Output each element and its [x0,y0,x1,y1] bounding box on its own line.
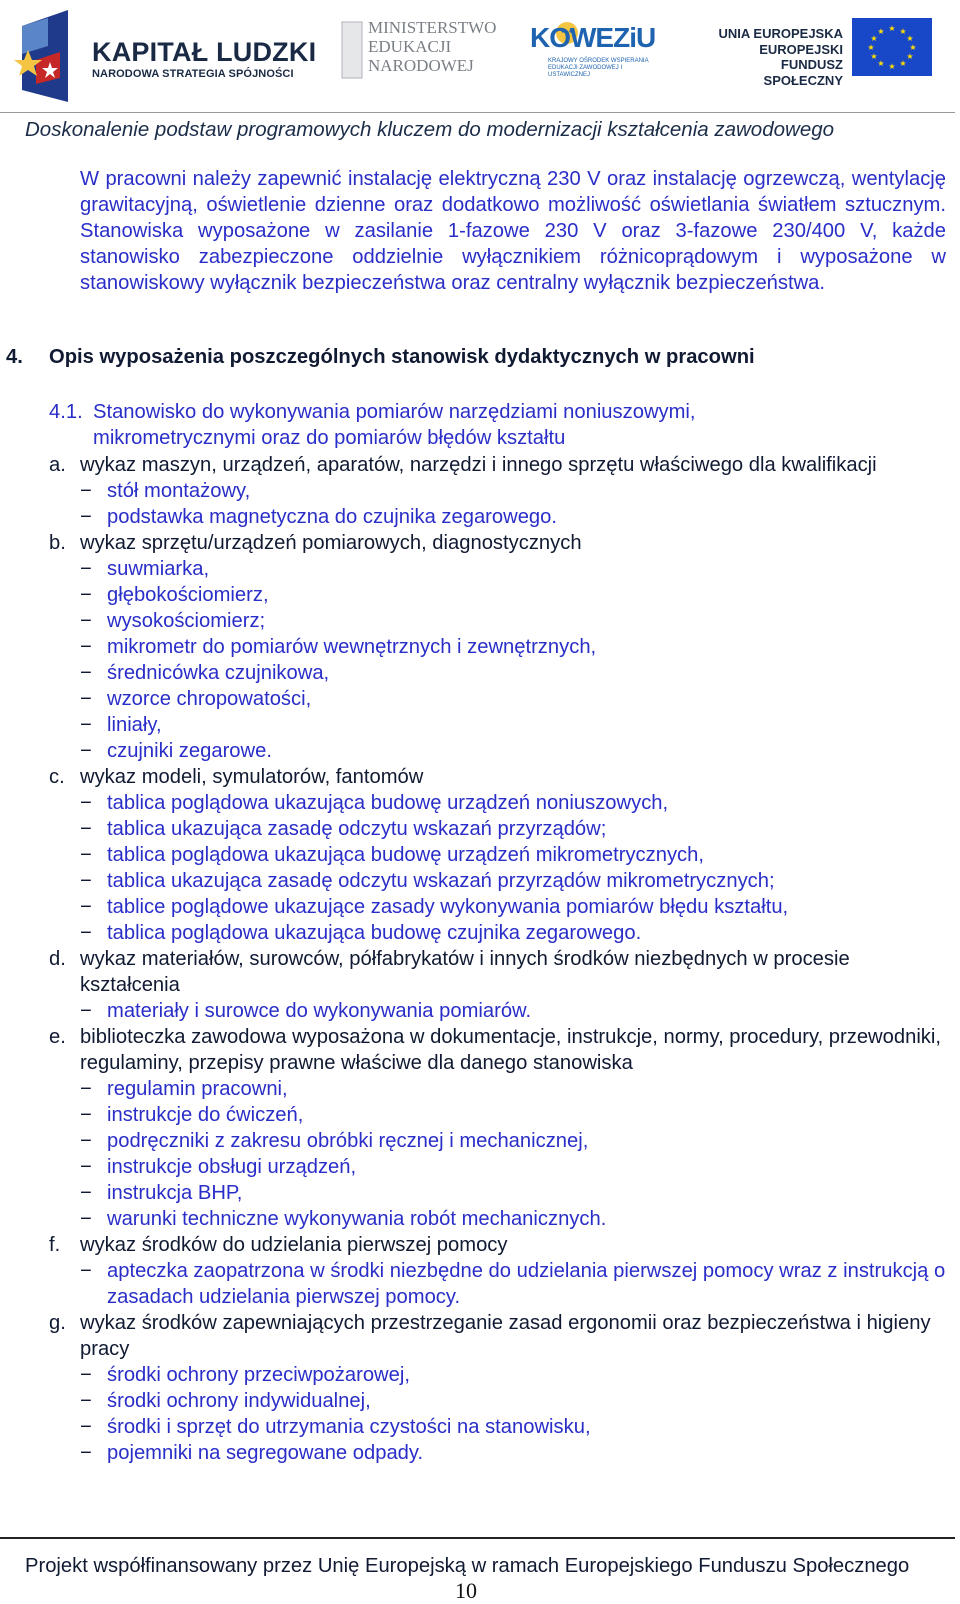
list-item [49,1414,949,1440]
list-item [49,478,949,504]
list-item [49,868,949,894]
dash-bullet: − [80,1000,92,1022]
list-item [49,920,949,946]
list-item-text: czujniki zegarowe. [107,740,272,762]
dash-bullet: − [80,1182,92,1204]
koweziu-logo [530,22,655,54]
dash-bullet: − [80,1078,92,1100]
koweziu-subtitle [548,58,658,79]
item-list [49,478,949,530]
section-d [49,946,949,1024]
page-number: 10 [455,1578,477,1603]
dash-bullet: − [80,1442,92,1464]
list-item-text: wysokościomierz; [107,610,266,632]
koweziu-sub-line-2: EDUKACJI ZAWODOWEJ I USTAWICZNEJ [548,65,623,78]
list-item-text: regulamin pracowni, [107,1078,288,1100]
dash-bullet: − [80,870,92,892]
dash-bullet: − [80,1208,92,1230]
dash-bullet: − [80,1416,92,1438]
svg-text:★: ★ [870,34,878,43]
list-item-text: środki i sprzęt do utrzymania czystości na stanowisku, [107,1416,591,1438]
kapital-ludzki-logo-icon [6,6,90,102]
eu-logo-text [708,26,843,88]
section-c [49,764,949,946]
intro-paragraph: W pracowni należy zapewnić instalację elektryczną 230 V oraz instalację ogrzewczą, wentylację grawitacyjną, oświetlenie dzienne oraz dodatkowo możliwość oświetlania światłem sztucznym. Stanowiska wyposażone w zasilanie 1-fazowe 230 V oraz 3-fazowe 230/400 V, każde stanowisko zabezpieczone oddzielnie wyłącznikiem różnicoprądowym i wyposażone w stanowiskowy wyłącznik bezpieczeństwa oraz centralny wyłącznik bezpieczeństwa. [80,168,946,294]
section-title-text: wykaz środków do udzielania pierwszej pomocy [80,1234,508,1256]
section-letter: c. [49,766,65,788]
header-divider [0,112,955,113]
kapital-ludzki-subtitle: NARODOWA STRATEGIA SPÓJNOŚCI [92,68,294,80]
section-title [49,1310,949,1362]
list-item-text: mikrometr do pomiarów wewnętrznych i zewnętrznych, [107,636,597,658]
list-item [49,1258,949,1310]
kapital-ludzki-title: KAPITAŁ LUDZKI [92,37,317,67]
section-title [49,1232,949,1258]
eu-line-1: UNIA EUROPEJSKA [718,26,843,41]
list-item [49,1180,949,1206]
footer-divider [0,1537,955,1539]
svg-text:★: ★ [888,62,896,71]
svg-text:★: ★ [899,27,907,36]
list-item-text: materiały i surowce do wykonywania pomiarów. [107,1000,532,1022]
section-title [49,530,949,556]
dash-bullet: − [80,688,92,710]
item-list [49,1258,949,1310]
list-item [49,1440,949,1466]
list-item [49,608,949,634]
section-letter: b. [49,532,66,554]
list-item-text: tablica ukazująca zasadę odczytu wskazań przyrządów mikrometrycznych; [107,870,775,892]
ministry-logo-text [368,18,496,75]
dash-bullet: − [80,636,92,658]
list-item [49,1102,949,1128]
dash-bullet: − [80,480,92,502]
svg-text:★: ★ [877,59,885,68]
item-list [49,1362,949,1466]
dash-bullet: − [80,792,92,814]
list-item-text: instrukcje do ćwiczeń, [107,1104,304,1126]
list-item-text: wzorce chropowatości, [107,688,312,710]
section-letter: a. [49,454,66,476]
section-title-text: wykaz modeli, symulatorów, fantomów [80,766,424,788]
document-subtitle: Doskonalenie podstaw programowych kluczem do modernizacji kształcenia zawodowego [25,118,835,141]
list-item-text: podręczniki z zakresu obróbki ręcznej i mechanicznej, [107,1130,589,1152]
item-list [49,998,949,1024]
section-letter: g. [49,1312,66,1334]
list-item-text: średnicówka czujnikowa, [107,662,330,684]
section-e [49,1024,949,1232]
dash-bullet: − [80,714,92,736]
list-item-text: środki ochrony przeciwpożarowej, [107,1364,410,1386]
dash-bullet: − [80,922,92,944]
svg-text:★: ★ [909,43,917,52]
ministry-line-2: EDUKACJI [368,37,452,56]
list-item [49,582,949,608]
section-letter: e. [49,1026,66,1048]
section-title [49,946,949,998]
dash-bullet: − [80,506,92,528]
list-item [49,738,949,764]
list-item-text: tablica ukazująca zasadę odczytu wskazań przyrządów; [107,818,607,840]
list-item-text: tablice poglądowe ukazujące zasady wykonywania pomiarów błędu kształtu, [107,896,789,918]
section-title [49,764,949,790]
koweziu-word: KOWEZiU [530,22,656,53]
subsection-title [49,399,929,451]
svg-text:★: ★ [867,43,875,52]
svg-text:★: ★ [906,52,914,61]
list-item-text: głębokościomierz, [107,584,269,606]
dash-bullet: − [80,1130,92,1152]
list-item-text: środki ochrony indywidualnej, [107,1390,371,1412]
svg-text:★: ★ [888,24,896,33]
list-item-text: pojemniki na segregowane odpady. [107,1442,424,1464]
subsection-number: 4.1. [49,401,83,423]
section-title-text: wykaz środków zapewniających przestrzeganie zasad ergonomii oraz bezpieczeństwa i higieny pracy [80,1312,931,1360]
list-item-text: liniały, [107,714,162,736]
list-item [49,1388,949,1414]
eu-line-2: EUROPEJSKI [759,41,843,57]
list-item [49,660,949,686]
section-title [49,1024,949,1076]
dash-bullet: − [80,1364,92,1386]
heading-number: 4. [6,346,23,368]
list-item-text: instrukcja BHP, [107,1182,243,1204]
list-item [49,634,949,660]
dash-bullet: − [80,844,92,866]
ministry-line-1: MINISTERSTWO [368,18,497,37]
list-item-text: instrukcje obsługi urządzeń, [107,1156,357,1178]
ministry-line-3: NARODOWEJ [368,56,474,75]
eu-line-3: FUNDUSZ SPOŁECZNY [763,57,843,88]
list-item [49,1128,949,1154]
dash-bullet: − [80,558,92,580]
section-g [49,1310,949,1466]
section-letter: d. [49,948,66,970]
dash-bullet: − [80,896,92,918]
section-title-text: wykaz materiałów, surowców, półfabrykatów i innych środków niezbędnych w procesie kształcenia [80,948,850,996]
list-item-text: suwmiarka, [107,558,210,580]
dash-bullet: − [80,584,92,606]
item-list [49,790,949,946]
section-a [49,452,949,530]
list-item [49,894,949,920]
list-item [49,842,949,868]
kapital-ludzki-text [92,38,316,80]
logo-bar [0,0,960,110]
list-item-text: podstawka magnetyczna do czujnika zegarowego. [107,506,557,528]
list-item [49,816,949,842]
list-item [49,998,949,1024]
list-item [49,790,949,816]
list-item-text: tablica poglądowa ukazująca budowę urządzeń mikrometrycznych, [107,844,704,866]
list-item-text: stół montażowy, [107,480,251,502]
list-item-text: warunki techniczne wykonywania robót mechanicznych. [107,1208,607,1230]
section-title-text: wykaz sprzętu/urządzeń pomiarowych, diagnostycznych [80,532,582,554]
svg-text:★: ★ [906,34,914,43]
koweziu-sub-line-1: KRAJOWY OŚRODEK WSPIERANIA [548,58,649,64]
svg-text:★: ★ [877,27,885,36]
list-item-text: tablica poglądowa ukazująca budowę urządzeń noniuszowych, [107,792,669,814]
subsection-line-2: mikrometrycznymi oraz do pomiarów błędów kształtu [93,427,566,449]
section-title-text: biblioteczka zawodowa wyposażona w dokumentacje, instrukcje, normy, procedury, przewodniki, regulaminy, przepisy prawne właściwe dla danego stanowiska [80,1026,941,1074]
list-item-text: apteczka zaopatrzona w środki niezbędne do udzielania pierwszej pomocy wraz z instrukcją o zasadach udzielania pierwszej pomocy. [107,1260,946,1308]
section-b [49,530,949,764]
eagle-emblem-icon [340,20,364,80]
list-item [49,1154,949,1180]
heading-text: Opis wyposażenia poszczególnych stanowisk dydaktycznych w pracowni [49,346,755,368]
list-item [49,1076,949,1102]
section-title-text: wykaz maszyn, urządzeń, aparatów, narzędzi i innego sprzętu właściwego dla kwalifikacji [80,454,877,476]
list-item [49,556,949,582]
section-f [49,1232,949,1310]
equipment-sections [49,452,949,1466]
dash-bullet: − [80,818,92,840]
section-heading [6,346,755,369]
dash-bullet: − [80,1104,92,1126]
item-list [49,556,949,764]
footer-text: Projekt współfinansowany przez Unię Europejską w ramach Europejskiego Funduszu Społecznego [25,1555,910,1577]
dash-bullet: − [80,1390,92,1412]
list-item [49,504,949,530]
list-item [49,686,949,712]
subsection-line-1: Stanowisko do wykonywania pomiarów narzędziami noniuszowymi, [93,401,696,423]
section-letter: f. [49,1234,61,1256]
eu-flag-icon [852,18,932,76]
dash-bullet: − [80,1156,92,1178]
item-list [49,1076,949,1232]
dash-bullet: − [80,662,92,684]
dash-bullet: − [80,740,92,762]
list-item [49,1206,949,1232]
svg-text:★: ★ [870,52,878,61]
list-item [49,712,949,738]
dash-bullet: − [80,610,92,632]
list-item-text: tablica poglądowa ukazująca budowę czujnika zegarowego. [107,922,642,944]
svg-text:★: ★ [899,59,907,68]
dash-bullet: − [80,1260,92,1282]
list-item [49,1362,949,1388]
section-title [49,452,949,478]
